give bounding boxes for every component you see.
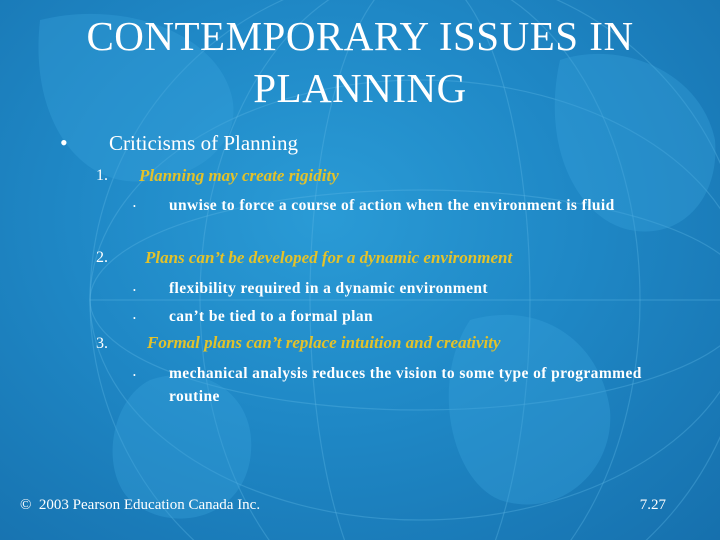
section-1-point-1-bullet: • <box>133 202 136 211</box>
section-2-point-1: flexibility required in a dynamic environment <box>169 280 488 297</box>
title-line-1: CONTEMPORARY ISSUES IN <box>86 13 634 59</box>
main-bullet-dot: • <box>60 130 68 155</box>
section-2-heading: Plans can’t be developed for a dynamic environment <box>145 248 513 267</box>
section-1-point-1: unwise to force a course of action when the environment is fluid <box>169 197 615 214</box>
section-3-point-1: mechanical analysis reduces the vision to some type of programmed routine <box>169 365 642 405</box>
section-1-number: 1. <box>96 167 108 184</box>
title-line-2: PLANNING <box>253 65 467 111</box>
footer-text: 2003 Pearson Education Canada Inc. <box>38 497 261 513</box>
footer-copyright <box>20 497 260 514</box>
section-2-point-2-bullet: • <box>133 314 136 323</box>
section-2-point-2: can’t be tied to a formal plan <box>169 308 374 325</box>
section-3-point-1-bullet: • <box>133 371 136 380</box>
section-1-heading: Planning may create rigidity <box>139 166 339 185</box>
main-bullet-text: Criticisms of Planning <box>109 131 298 155</box>
page-number: 7.27 <box>639 497 666 513</box>
slide-title <box>0 10 720 114</box>
section-2-point-1-bullet: • <box>133 286 136 295</box>
section-3-number: 3. <box>96 335 108 352</box>
copyright-symbol: © <box>20 497 32 513</box>
section-3-heading: Formal plans can’t replace intuition and creativity <box>147 333 501 352</box>
section-2-number: 2. <box>96 249 108 266</box>
